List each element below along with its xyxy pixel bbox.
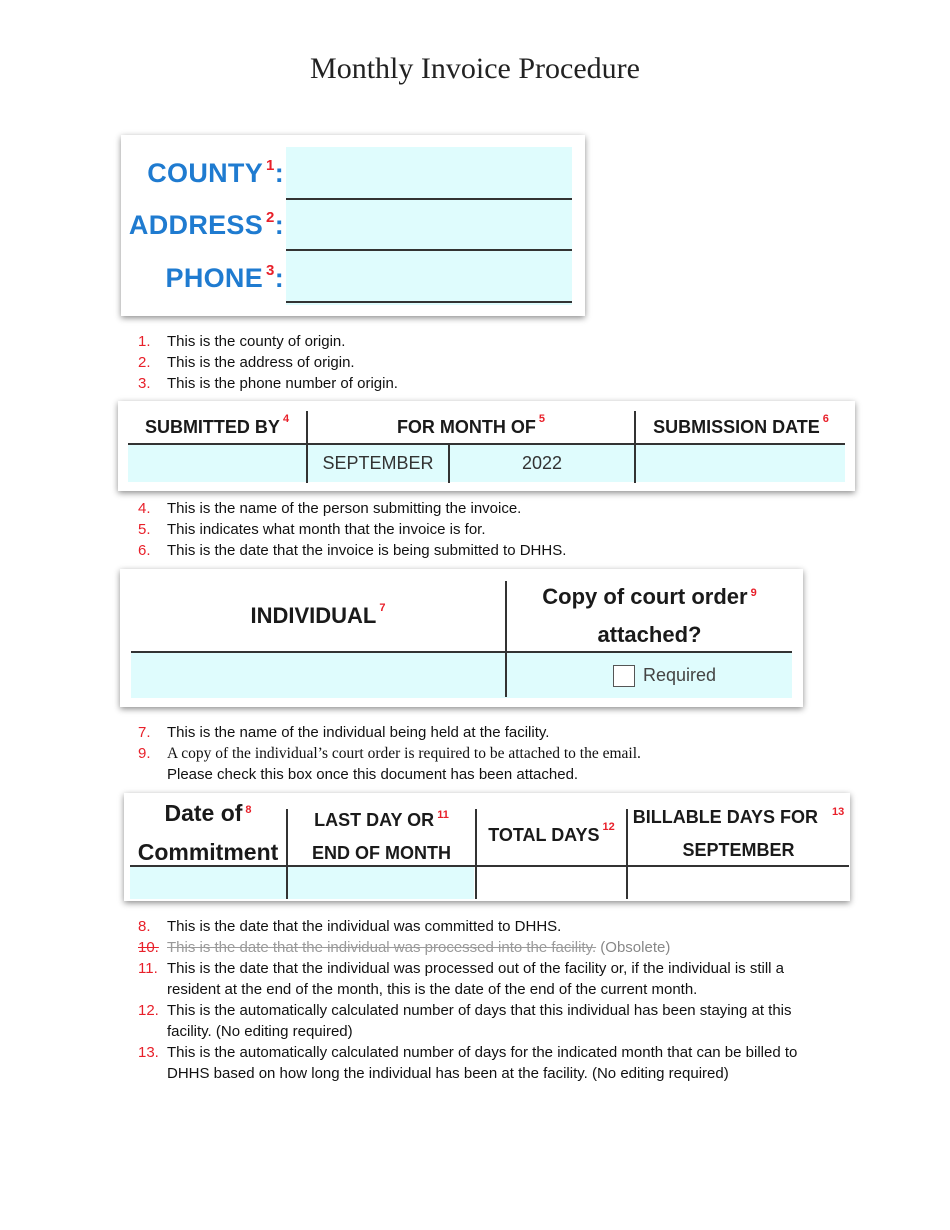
submission-notes <box>138 498 566 561</box>
billable-days-value <box>628 867 849 899</box>
county-label: COUNTY $^1$: <box>147 157 284 188</box>
year-select[interactable]: 2022 <box>521 453 563 473</box>
list-item: 8. This is the date that the individual was committed to DHHS. <box>138 918 562 935</box>
list-item: 11. This is the date that the individual was processed out of the facility or, if the individual is still a resident at the end of the month, this is the date of the end of the current month. <box>138 960 784 998</box>
address-input[interactable] <box>286 199 572 249</box>
submitted-by-header: SUBMITTED BY 4 <box>144 413 290 437</box>
commitment-header: Date of $^8$ Commitment <box>137 799 279 865</box>
last-day-input[interactable] <box>288 867 474 899</box>
list-item: 2. This is the address of origin. <box>138 354 355 371</box>
phone-line <box>286 301 572 303</box>
submission-date-header: SUBMISSION DATE 6 <box>653 413 829 437</box>
phone-input[interactable] <box>286 251 572 301</box>
dates-notes <box>138 916 797 1084</box>
required-label: Required <box>642 665 717 685</box>
list-item: 13. This is the automatically calculated number of days for the indicated month that can be billed to DHHS based on how long the individual has been at the facility. (No editing required) <box>138 1044 798 1082</box>
total-days-header: TOTAL DAYS 12 <box>488 821 615 845</box>
total-days-value <box>477 867 626 899</box>
commitment-date-input[interactable] <box>130 867 286 899</box>
individual-header: INDIVIDUAL 7 <box>250 602 386 628</box>
origin-notes <box>138 331 398 394</box>
origin-panel <box>121 135 585 316</box>
submission-date-input[interactable] <box>636 445 846 482</box>
phone-label: PHONE $^3$: <box>165 262 284 293</box>
for-month-header: FOR MONTH OF 5 <box>396 413 546 437</box>
list-item: 5. This indicates what month that the invoice is for. <box>138 521 486 538</box>
list-item: 9. A copy of the individual’s court order is required to be attached to the email. Please check this box once this document has been attached. <box>138 745 641 783</box>
court-order-header: Copy of court order $^9$ attached? <box>542 584 757 647</box>
individual-notes <box>138 722 641 785</box>
month-select[interactable]: SEPTEMBER <box>322 453 434 473</box>
dates-panel <box>124 793 850 901</box>
list-item: 12. This is the automatically calculated number of days that this individual has been staying at this facility. (No editing required) <box>138 1002 792 1040</box>
last-day-header: LAST DAY OR $^{11}$ END OF MONTH <box>312 808 451 863</box>
individual-input[interactable] <box>131 653 505 698</box>
page-title: Monthly Invoice Procedure <box>310 52 640 85</box>
list-item-obsolete: 10. This is the date that the individual was processed into the facility. (Obsolete) <box>138 939 671 956</box>
submitted-by-input[interactable] <box>128 445 306 482</box>
list-item: 1. This is the county of origin. <box>138 333 346 350</box>
submission-panel <box>118 401 855 491</box>
required-checkbox[interactable] <box>613 665 635 687</box>
court-order-required <box>507 653 792 698</box>
individual-panel <box>120 569 803 707</box>
billable-days-header: BILLABLE DAYS FOR $^{13}$ SEPTEMBER <box>632 805 845 860</box>
address-label: ADDRESS $^2$: <box>128 209 284 240</box>
list-item: 7. This is the name of the individual being held at the facility. <box>138 724 550 741</box>
list-item: 6. This is the date that the invoice is being submitted to DHHS. <box>138 542 567 559</box>
list-item: 3. This is the phone number of origin. <box>138 375 398 392</box>
county-input[interactable] <box>286 147 572 197</box>
list-item: 4. This is the name of the person submitting the invoice. <box>138 500 522 517</box>
